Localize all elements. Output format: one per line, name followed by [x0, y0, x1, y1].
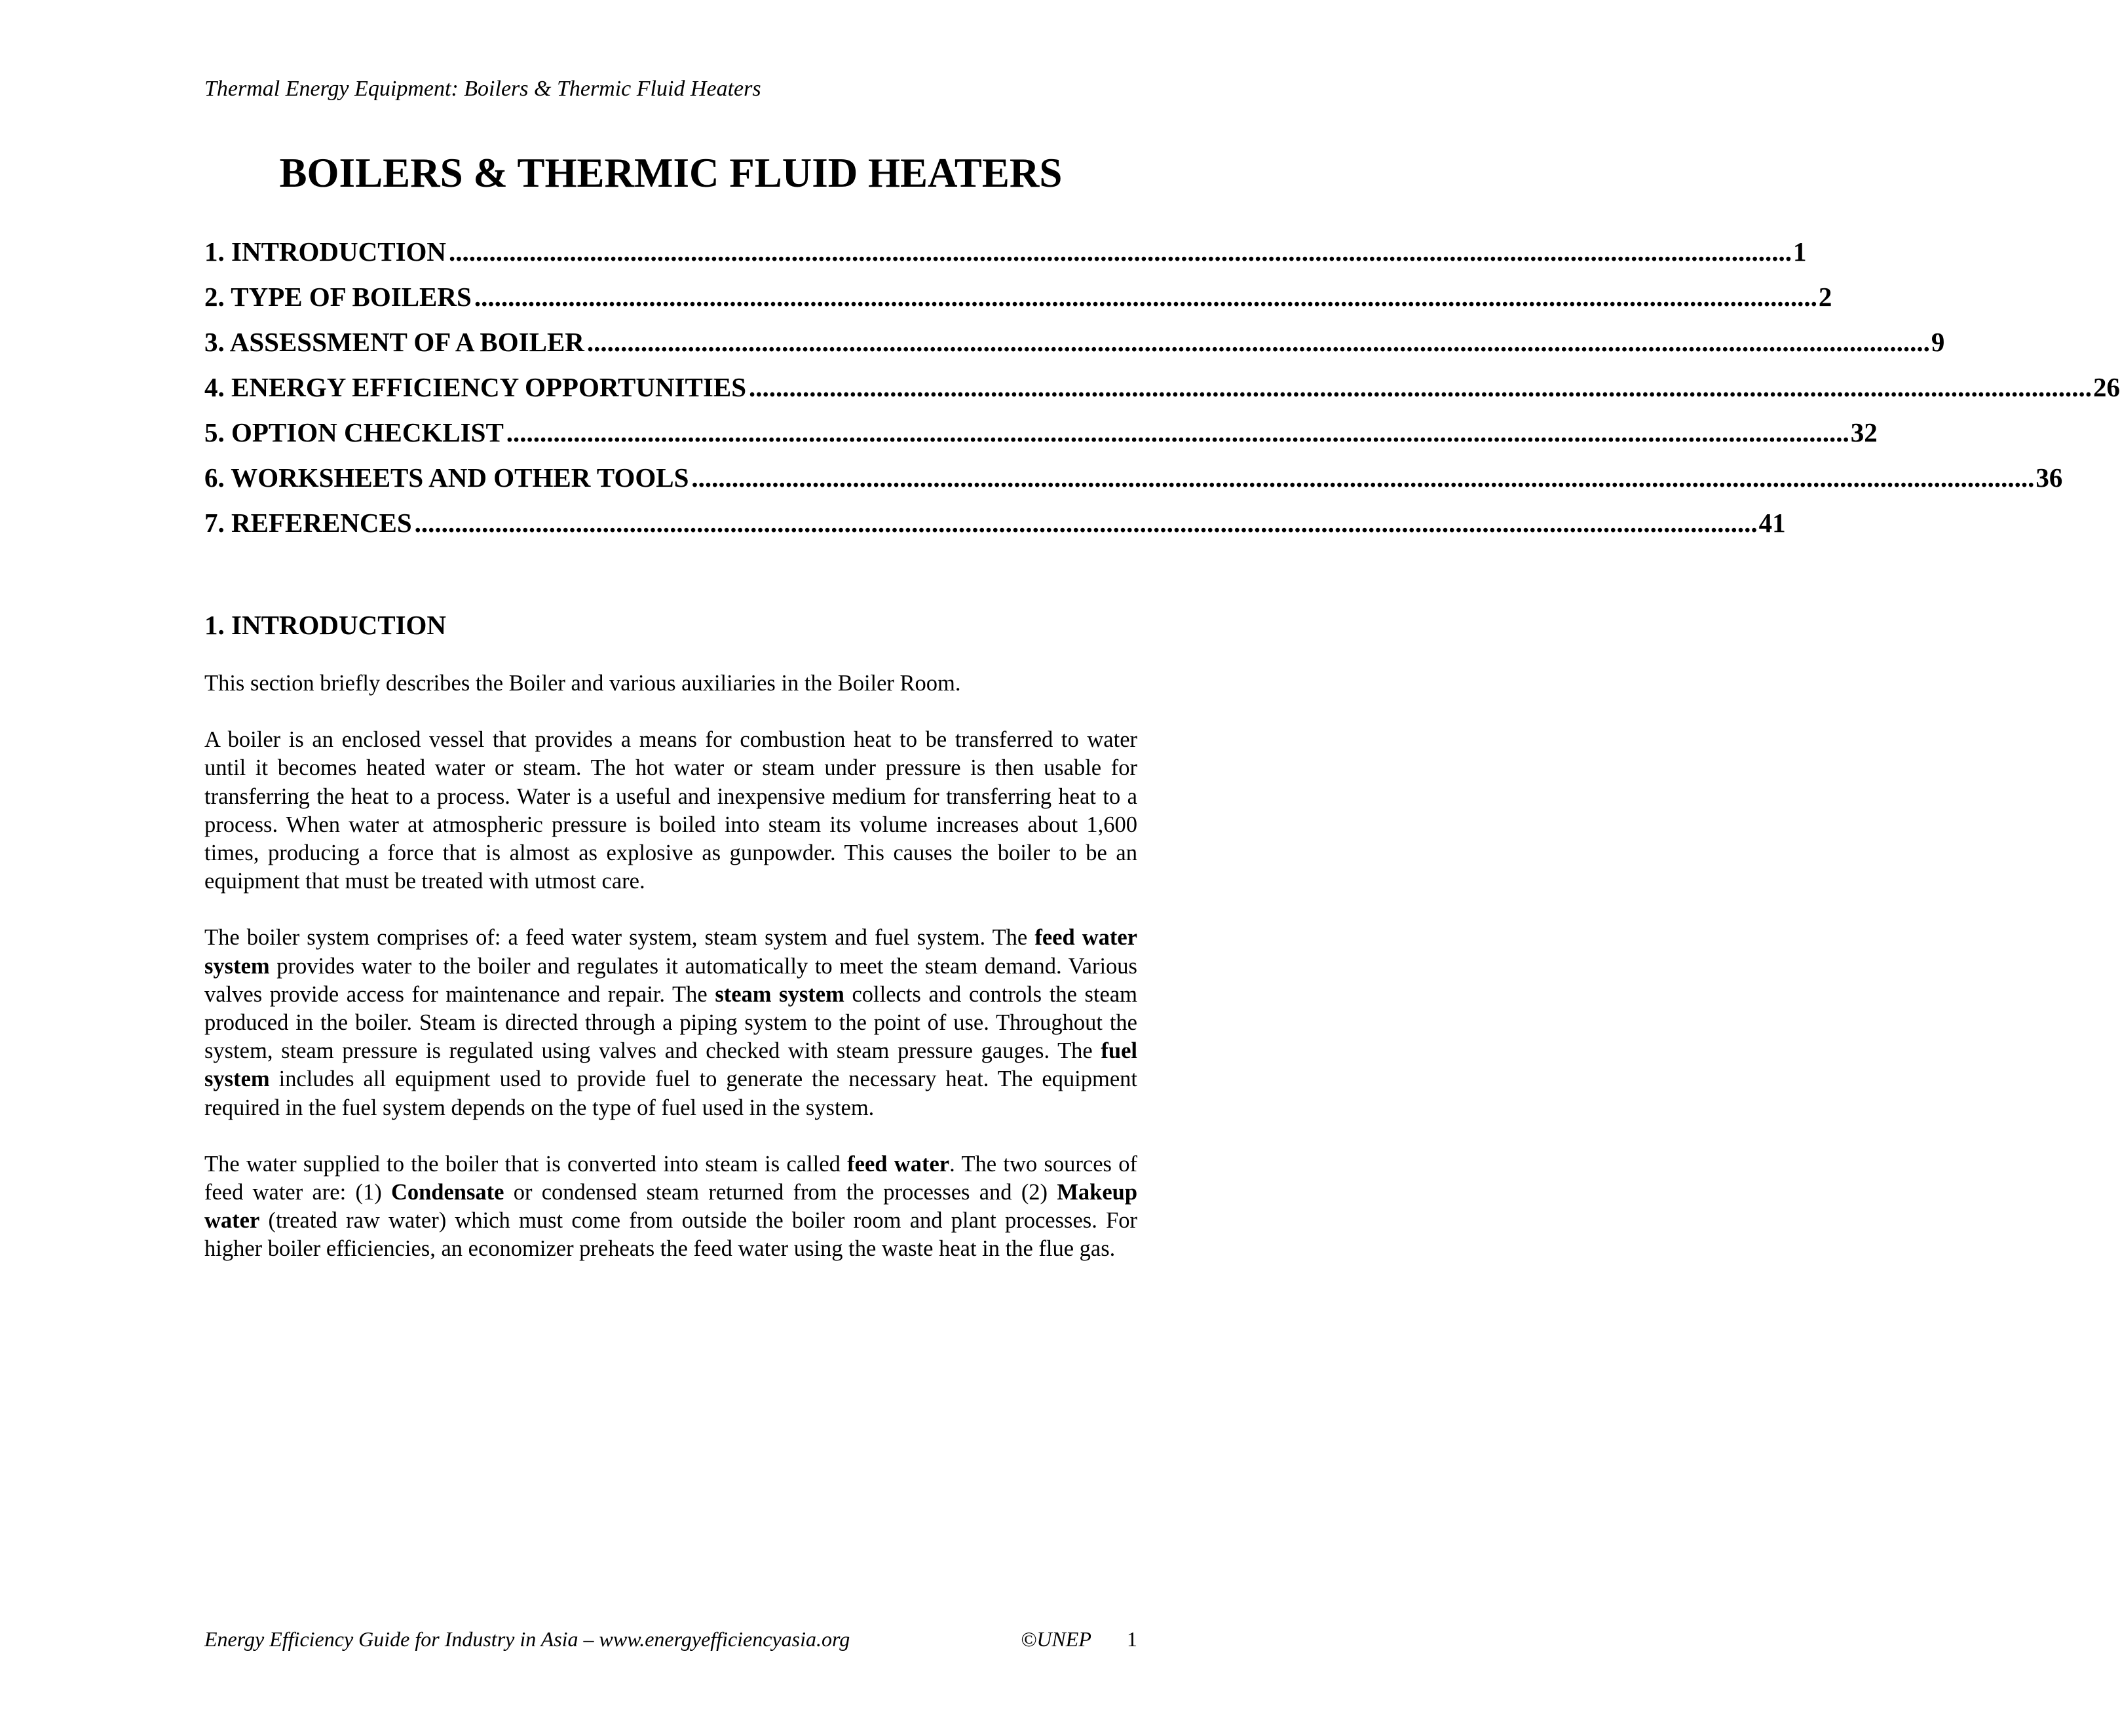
toc-entry-title: 6. WORKSHEETS AND OTHER TOOLS — [204, 462, 689, 493]
text-run: This section briefly describes the Boiler and various auxiliaries in the Boiler Room. — [204, 671, 961, 696]
toc-entry[interactable] — [204, 229, 1807, 274]
toc-entry-title: 4. ENERGY EFFICIENCY OPPORTUNITIES — [204, 372, 747, 402]
toc-entry-page: 32 — [1850, 417, 1878, 447]
toc-entry-page: 2 — [1818, 282, 1832, 312]
body-paragraph — [204, 670, 1137, 698]
toc-entry-title: 1. INTRODUCTION — [204, 236, 447, 267]
bold-term: feed water — [847, 1151, 950, 1177]
text-run: A boiler is an enclosed vessel that provides a means for combustion heat to be transferred to water until it becomes heated water or steam. The hot water or steam under pressure is then usable for transferring the heat to a process. Water is a useful and inexpensive medium for transferring heat to a process. When water at atmospheric pressure is boiled into steam its volume increases about 1,600 times, producing a force that is almost as explosive as gunpowder. This causes the boiler to be an equipment that must be treated with utmost care. — [204, 727, 1137, 894]
text-run: includes all equipment used to provide fuel to generate the necessary heat. The equipment required in the fuel system depends on the type of fuel used in the system. — [204, 1066, 1137, 1120]
toc-entry[interactable] — [204, 410, 1878, 455]
toc-dot-leader: ........................................................................................................................................................................................................ — [449, 236, 1792, 267]
toc-entry-title: 3. ASSESSMENT OF A BOILER — [204, 327, 584, 357]
toc-entry-title: 5. OPTION CHECKLIST — [204, 417, 504, 447]
table-of-contents — [204, 229, 2120, 546]
toc-entry-title: 7. REFERENCES — [204, 508, 412, 538]
section-body — [204, 670, 1137, 1292]
text-run: (treated raw water) which must come from outside the boiler room and plant processes. For higher boiler efficiencies, an economizer preheats the feed water using the waste heat in the flue gas. — [204, 1208, 1137, 1262]
running-header: Thermal Energy Equipment: Boilers & Thermic Fluid Heaters — [204, 77, 761, 101]
toc-dot-leader: ........................................................................................................................................................................................................ — [506, 417, 1849, 447]
toc-entry-page: 41 — [1758, 508, 1786, 538]
body-paragraph — [204, 1150, 1137, 1264]
body-paragraph — [204, 924, 1137, 1122]
toc-entry[interactable] — [204, 500, 1786, 546]
section-heading: 1. INTRODUCTION — [204, 610, 447, 640]
toc-dot-leader: ........................................................................................................................................................................................................ — [586, 327, 1930, 357]
toc-entry[interactable] — [204, 274, 1832, 320]
bold-term: Makeup water — [204, 1180, 1137, 1234]
footer-copyright: ©UNEP — [1021, 1627, 1091, 1651]
toc-dot-leader: ........................................................................................................................................................................................................ — [691, 462, 2035, 493]
document-title: BOILERS & THERMIC FLUID HEATERS — [279, 150, 1063, 196]
toc-dot-leader: ........................................................................................................................................................................................................ — [414, 508, 1758, 538]
toc-entry-page: 26 — [2093, 372, 2120, 402]
toc-entry-page: 9 — [1931, 327, 1945, 357]
toc-dot-leader: ........................................................................................................................................................................................................ — [749, 372, 2092, 402]
body-paragraph — [204, 726, 1137, 896]
text-run: provides water to the boiler and regulates it automatically to meet the steam demand. Various valves provide access for maintenance and repair. The — [204, 953, 1137, 1007]
text-run: The boiler system comprises of: a feed water system, steam system and fuel system. The — [204, 925, 1035, 951]
footer-source: Energy Efficiency Guide for Industry in Asia – www.energyefficiencyasia.org — [204, 1627, 850, 1651]
toc-entry[interactable] — [204, 455, 2063, 500]
page-number: 1 — [1127, 1627, 1137, 1651]
toc-entry-page: 1 — [1793, 236, 1807, 267]
text-run: or condensed steam returned from the processes and (2) — [504, 1180, 1057, 1205]
toc-entry[interactable] — [204, 320, 1945, 365]
text-run: . The two sources of feed water are: (1) — [204, 1151, 1138, 1205]
toc-entry-title: 2. TYPE OF BOILERS — [204, 282, 472, 312]
bold-term: feed water system — [204, 925, 1137, 979]
text-run: The water supplied to the boiler that is converted into steam is called — [204, 1151, 848, 1177]
bold-term: fuel system — [204, 1038, 1137, 1092]
bold-term: Condensate — [390, 1180, 504, 1205]
toc-dot-leader: ........................................................................................................................................................................................................ — [474, 282, 1817, 312]
toc-entry[interactable] — [204, 365, 2120, 410]
bold-term: steam system — [715, 981, 844, 1007]
text-run: collects and controls the steam produced in the boiler. Steam is directed through a piping system to the point of use. Throughout the system, steam pressure is regulated using valves and checked with steam pressure gauges. The — [204, 981, 1137, 1064]
toc-entry-page: 36 — [2035, 462, 2063, 493]
